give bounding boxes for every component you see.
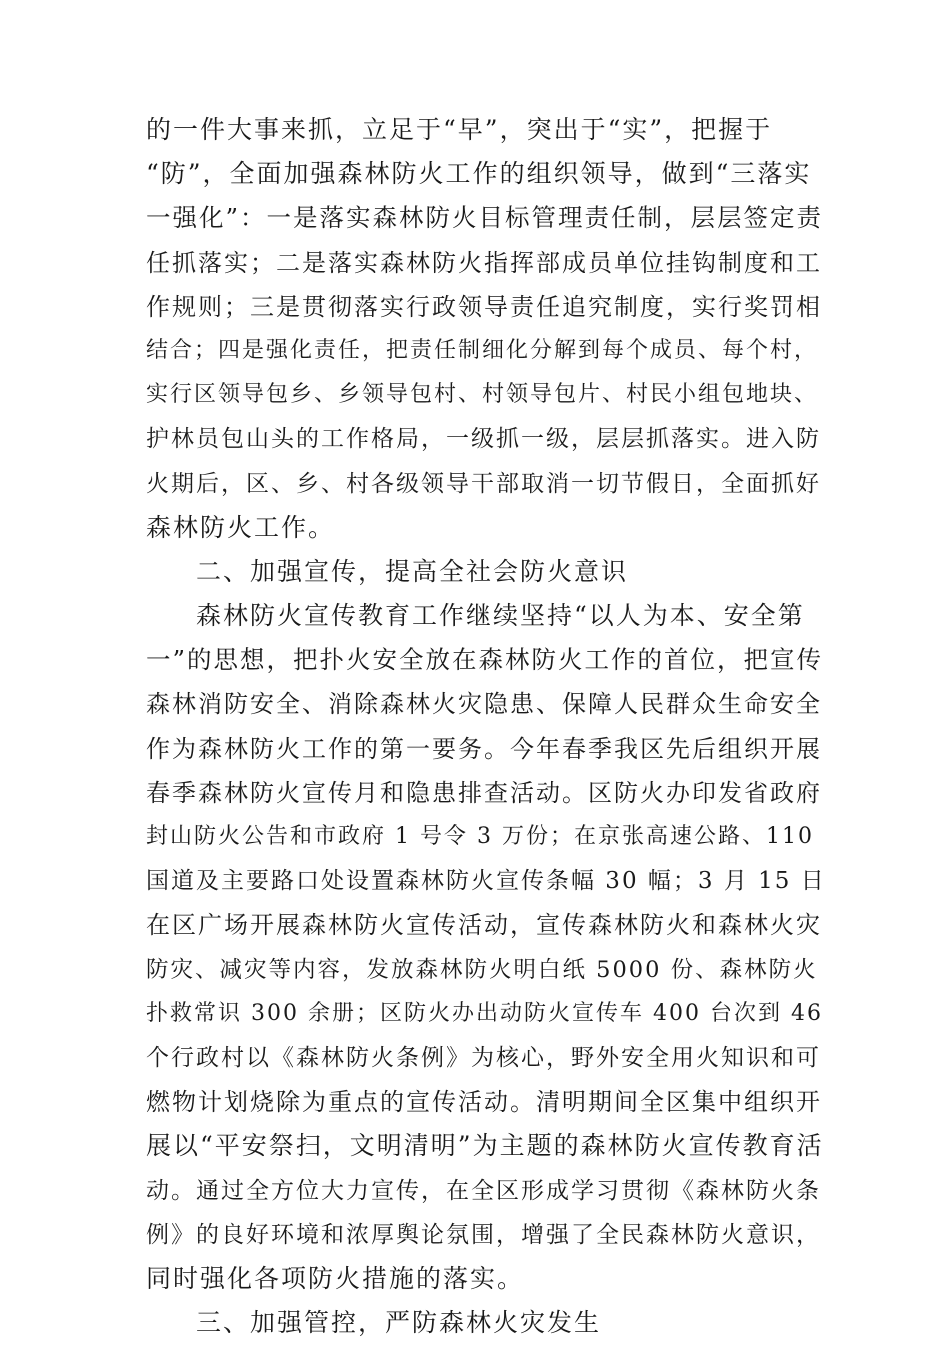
- text-line: 展以“平安祭扫，文明清明”为主题的森林防火宣传教育活: [146, 1131, 824, 1161]
- body-text: [146, 108, 826, 1345]
- text-line: 森林防火工作。: [146, 512, 336, 542]
- text-line: 同时强化各项防火措施的落实。: [146, 1263, 525, 1293]
- text-line: 的一件大事来抓，立足于“早”，突出于“实”，把握于: [146, 115, 773, 144]
- text-line: “防”，全面加强森林防火工作的组织领导，做到“三落实: [146, 159, 812, 189]
- text-line: 动。通过全方位大力宣传，在全区形成学习贯彻《森林防火条: [146, 1177, 821, 1204]
- text-line: 任抓落实；二是落实森林防火指挥部成员单位挂钩制度和工: [146, 248, 822, 277]
- text-line: 作规则；三是贯彻落实行政领导责任追究制度，实行奖罚相: [146, 292, 822, 321]
- text-line: 防灾、减灾等内容，发放森林防火明白纸 5000 份、森林防火: [146, 956, 818, 983]
- text-line: 一强化”：一是落实森林防火目标管理责任制，层层签定责: [146, 203, 824, 233]
- text-line: 在区广场开展森林防火宣传活动，宣传森林防火和森林火灾: [146, 911, 822, 940]
- text-line: 国道及主要路口处设置森林防火宣传条幅 30 幅；3 月 15 日: [146, 868, 826, 895]
- paragraph-first-line: 森林防火宣传教育工作继续坚持“以人为本、安全第: [196, 601, 805, 631]
- text-line: 扑救常识 300 余册；区防火办出动防火宣传车 400 台次到 46: [146, 1000, 823, 1026]
- text-line: 森林消防安全、消除森林火灾隐患、保障人民群众生命安全: [146, 690, 822, 719]
- text-line: 燃物计划烧除为重点的宣传活动。清明期间全区集中组织开: [146, 1088, 822, 1117]
- text-line: 作为森林防火工作的第一要务。今年春季我区先后组织开展: [146, 734, 822, 763]
- text-line: 个行政村以《森林防火条例》为核心，野外安全用火知识和可: [146, 1044, 821, 1071]
- text-line: 结合；四是强化责任，把责任制细化分解到每个成员、每个村，: [146, 337, 819, 363]
- section-heading: 二、加强宣传，提高全社会防火意识: [196, 556, 629, 586]
- text-line: 护林员包山头的工作格局，一级抓一级，层层抓落实。进入防: [146, 426, 821, 453]
- section-heading: 三、加强管控，严防森林火灾发生: [196, 1308, 602, 1338]
- text-line: 春季森林防火宣传月和隐患排查活动。区防火办印发省政府: [146, 778, 822, 807]
- text-line: 封山防火公告和市政府 1 号令 3 万份；在京张高速公路、110: [146, 824, 814, 849]
- text-line: 火期后，区、乡、村各级领导干部取消一切节假日，全面抓好: [146, 470, 821, 497]
- text-line: 例》的良好环境和浓厚舆论氛围，增强了全民森林防火意识，: [146, 1221, 821, 1248]
- text-line: 实行区领导包乡、乡领导包村、村领导包片、村民小组包地块、: [146, 382, 819, 408]
- text-line: 一”的思想，把扑火安全放在森林防火工作的首位，把宣传: [146, 645, 824, 675]
